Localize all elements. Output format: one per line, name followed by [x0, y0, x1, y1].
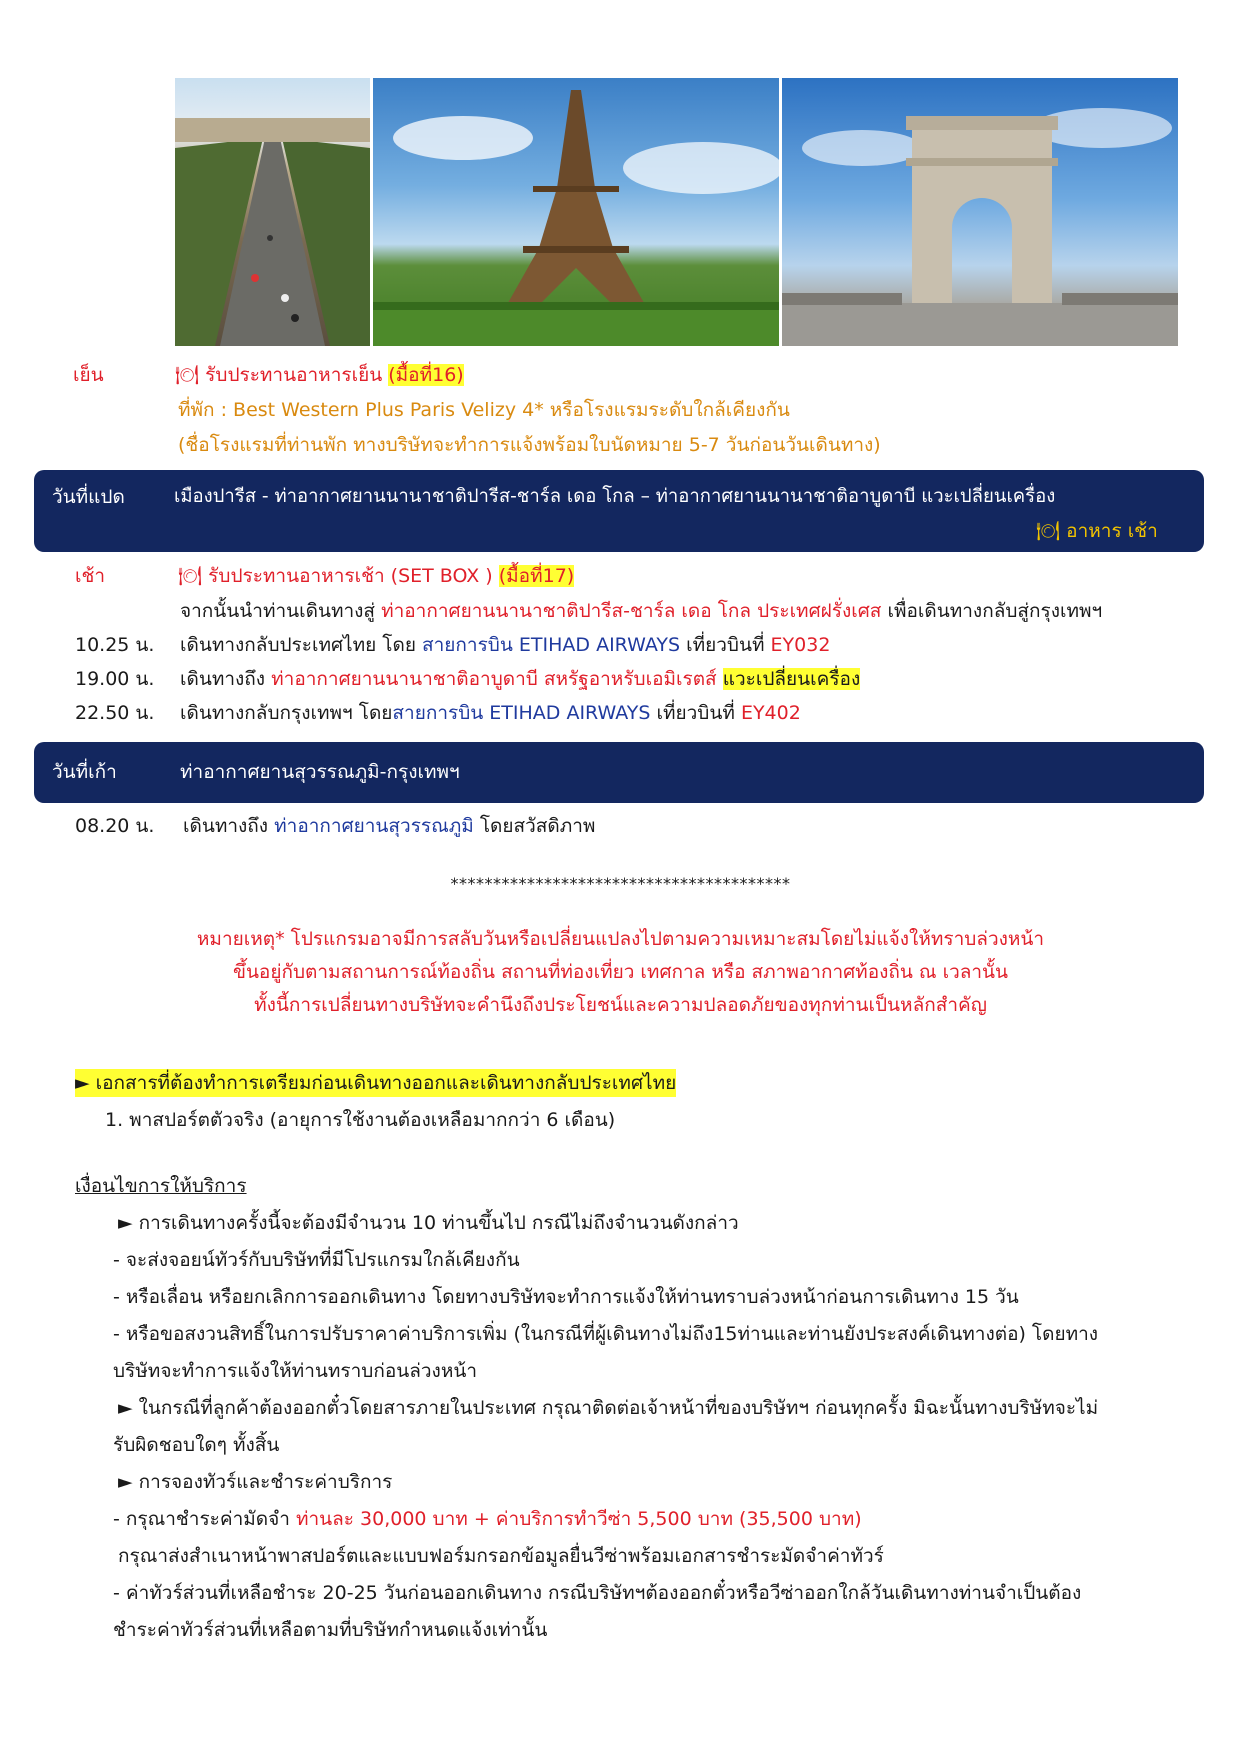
dinner-meal-tag: (มื้อที่16)	[388, 364, 464, 386]
arrival-row	[180, 665, 860, 693]
evening-time: เย็น	[73, 364, 104, 386]
row-text: เดินทางกลับประเทศไทย โดย	[180, 634, 416, 656]
day9-title: ท่าอากาศยานสุวรรณภูมิ-กรุงเทพฯ	[180, 761, 460, 783]
transfer-text-a: จากนั้นนำท่านเดินทางสู่	[180, 600, 376, 622]
dinner-text: รับประทานอาหารเย็น	[205, 364, 383, 386]
conditions-heading: เงื่อนไขการให้บริการ	[75, 1175, 247, 1197]
documents-heading: ► เอกสารที่ต้องทำการเตรียมก่อนเดินทางออกและเดินทางกลับประเทศไทย	[75, 1069, 676, 1097]
eiffel-tower-photo	[373, 78, 779, 346]
day9-label: วันที่เก้า	[52, 761, 117, 783]
condition-line: บริษัทจะทำการแจ้งให้ท่านทราบก่อนล่วงหน้า	[113, 1360, 477, 1382]
condition-line: - ค่าทัวร์ส่วนที่เหลือชำระ 20-25 วันก่อนออกเดินทาง กรณีบริษัทฯต้องออกตั๋วหรือวีซ่าออกใกล้วันเดินทางท่านจำเป็นต้อง	[113, 1582, 1082, 1604]
deposit-amount: ท่านละ 30,000 บาท + ค่าบริการทำวีซ่า 5,500 บาท (35,500 บาท)	[295, 1508, 862, 1530]
row-time: 19.00 น.	[75, 668, 155, 690]
remark-line-1: หมายเหตุ* โปรแกรมอาจมีการสลับวันหรือเปลี่ยนแปลงไปตามความเหมาะสมโดยไม่แจ้งให้ทราบล่วงหน้า	[196, 928, 1045, 950]
dinner-line	[175, 361, 464, 389]
hotel-line: ที่พัก : Best Western Plus Paris Velizy 4* หรือโรงแรมระดับใกล้เคียงกัน	[178, 399, 790, 421]
morning-time: เช้า	[75, 565, 106, 587]
condition-line: - หรือขอสงวนสิทธิ์ในการปรับราคาค่าบริการเพิ่ม (ในกรณีที่ผู้เดินทางไม่ถึง15ท่านและท่านยังประสงค์เดินทางต่อ) โดยทาง	[113, 1323, 1099, 1345]
star-separator: ****************************************	[450, 874, 791, 893]
flight-row	[180, 699, 801, 727]
flight-row	[180, 631, 830, 659]
deposit-line	[113, 1505, 862, 1533]
row-text: เที่ยวบินที่	[686, 634, 765, 656]
airport-name: ท่าอากาศยานนานาชาติอาบูดาบี	[271, 668, 538, 690]
day8-meals	[1036, 517, 1158, 545]
day8-meals-text: อาหาร เช้า	[1066, 520, 1158, 542]
arc-de-triomphe-photo	[782, 78, 1178, 346]
day8-header	[34, 470, 1204, 552]
condition-line: - หรือเลื่อน หรือยกเลิกการออกเดินทาง โดยทางบริษัทจะทำการแจ้งให้ท่านทราบล่วงหน้าก่อนการเดินทาง 15 วัน	[113, 1286, 1019, 1308]
airport-name: ท่าอากาศยานสุวรรณภูมิ	[274, 815, 474, 837]
row-text: เดินทางถึง	[183, 815, 269, 837]
airline-name: สายการบิน ETIHAD AIRWAYS	[422, 634, 681, 656]
day8-title: เมืองปารีส - ท่าอากาศยานนานาชาติปารีส-ชาร์ล เดอ โกล – ท่าอากาศยานนานาชาติอาบูดาบี แวะเปลี่ยนเครื่อง	[174, 486, 1056, 507]
champs-elysees-photo	[175, 78, 370, 346]
condition-line: ► ในกรณีที่ลูกค้าต้องออกตั๋วโดยสารภายในประเทศ กรุณาติดต่อเจ้าหน้าที่ของบริษัทฯ ก่อนทุกครั้ง มิฉะนั้นทางบริษัทจะไม่	[118, 1397, 1099, 1419]
condition-line: กรุณาส่งสำเนาหน้าพาสปอร์ตและแบบฟอร์มกรอกข้อมูลยื่นวีซ่าพร้อมเอกสารชำระมัดจำค่าทัวร์	[118, 1545, 884, 1567]
condition-line: ชำระค่าทัวร์ส่วนที่เหลือตามที่บริษัทกำหนดแจ้งเท่านั้น	[113, 1619, 548, 1641]
row-text: เดินทางถึง	[180, 668, 266, 690]
day9-time: 08.20 น.	[75, 815, 155, 837]
day9-arrival	[183, 812, 595, 840]
condition-line: - จะส่งจอยน์ทัวร์กับบริษัทที่มีโปรแกรมใกล้เคียงกัน	[113, 1249, 520, 1271]
transfer-text-c: เพื่อเดินทางกลับสู่กรุงเทพฯ	[887, 600, 1103, 622]
meal-icon: 🍽	[1036, 520, 1061, 542]
row-text: โดยสวัสดิภาพ	[479, 815, 596, 837]
breakfast-meal-tag: (มื้อที่17)	[498, 565, 575, 587]
transfer-line	[180, 597, 1102, 625]
transit-note: แวะเปลี่ยนเครื่อง	[722, 668, 861, 690]
condition-line: รับผิดชอบใดๆ ทั้งสิ้น	[113, 1434, 280, 1456]
row-text: เดินทางกลับกรุงเทพฯ โดย	[180, 702, 393, 724]
condition-line: ► การจองทัวร์และชำระค่าบริการ	[118, 1471, 393, 1493]
airline-name: สายการบิน ETIHAD AIRWAYS	[392, 702, 651, 724]
hotel-note: (ชื่อโรงแรมที่ท่านพัก ทางบริษัทจะทำการแจ้งพร้อมใบนัดหมาย 5-7 วันก่อนวันเดินทาง)	[178, 434, 881, 456]
breakfast-text: รับประทานอาหารเช้า (SET BOX )	[208, 565, 493, 587]
meal-icon: 🍽	[175, 364, 200, 386]
remark-line-3: ทั้งนี้การเปลี่ยนทางบริษัทจะคำนึงถึงประโยชน์และความปลอดภัยของทุกท่านเป็นหลักสำคัญ	[254, 994, 987, 1016]
row-time: 10.25 น.	[75, 634, 155, 656]
breakfast-line	[178, 562, 574, 590]
meal-icon: 🍽	[178, 565, 203, 587]
country-name: สหรัฐอาหรับเอมิเรตส์	[543, 668, 717, 690]
deposit-text: - กรุณาชำระค่ามัดจำ	[113, 1508, 290, 1530]
day9-header	[34, 742, 1204, 803]
flight-number: EY402	[740, 702, 801, 724]
day8-label: วันที่แปด	[52, 486, 125, 508]
row-text: เที่ยวบินที่	[656, 702, 735, 724]
flight-number: EY032	[770, 634, 831, 656]
row-time: 22.50 น.	[75, 702, 155, 724]
transfer-airport: ท่าอากาศยานนานาชาติปารีส-ชาร์ล เดอ โกล ประเทศฝรั่งเศส	[381, 600, 882, 622]
condition-line: ► การเดินทางครั้งนี้จะต้องมีจำนวน 10 ท่านขึ้นไป กรณีไม่ถึงจำนวนดังกล่าว	[118, 1212, 739, 1234]
documents-item: 1. พาสปอร์ตตัวจริง (อายุการใช้งานต้องเหลือมากกว่า 6 เดือน)	[105, 1109, 616, 1131]
remark-line-2: ขึ้นอยู่กับตามสถานการณ์ท้องถิ่น สถานที่ท่องเที่ยว เทศกาล หรือ สภาพอากาศท้องถิ่น ณ เวลานั้น	[232, 961, 1009, 983]
